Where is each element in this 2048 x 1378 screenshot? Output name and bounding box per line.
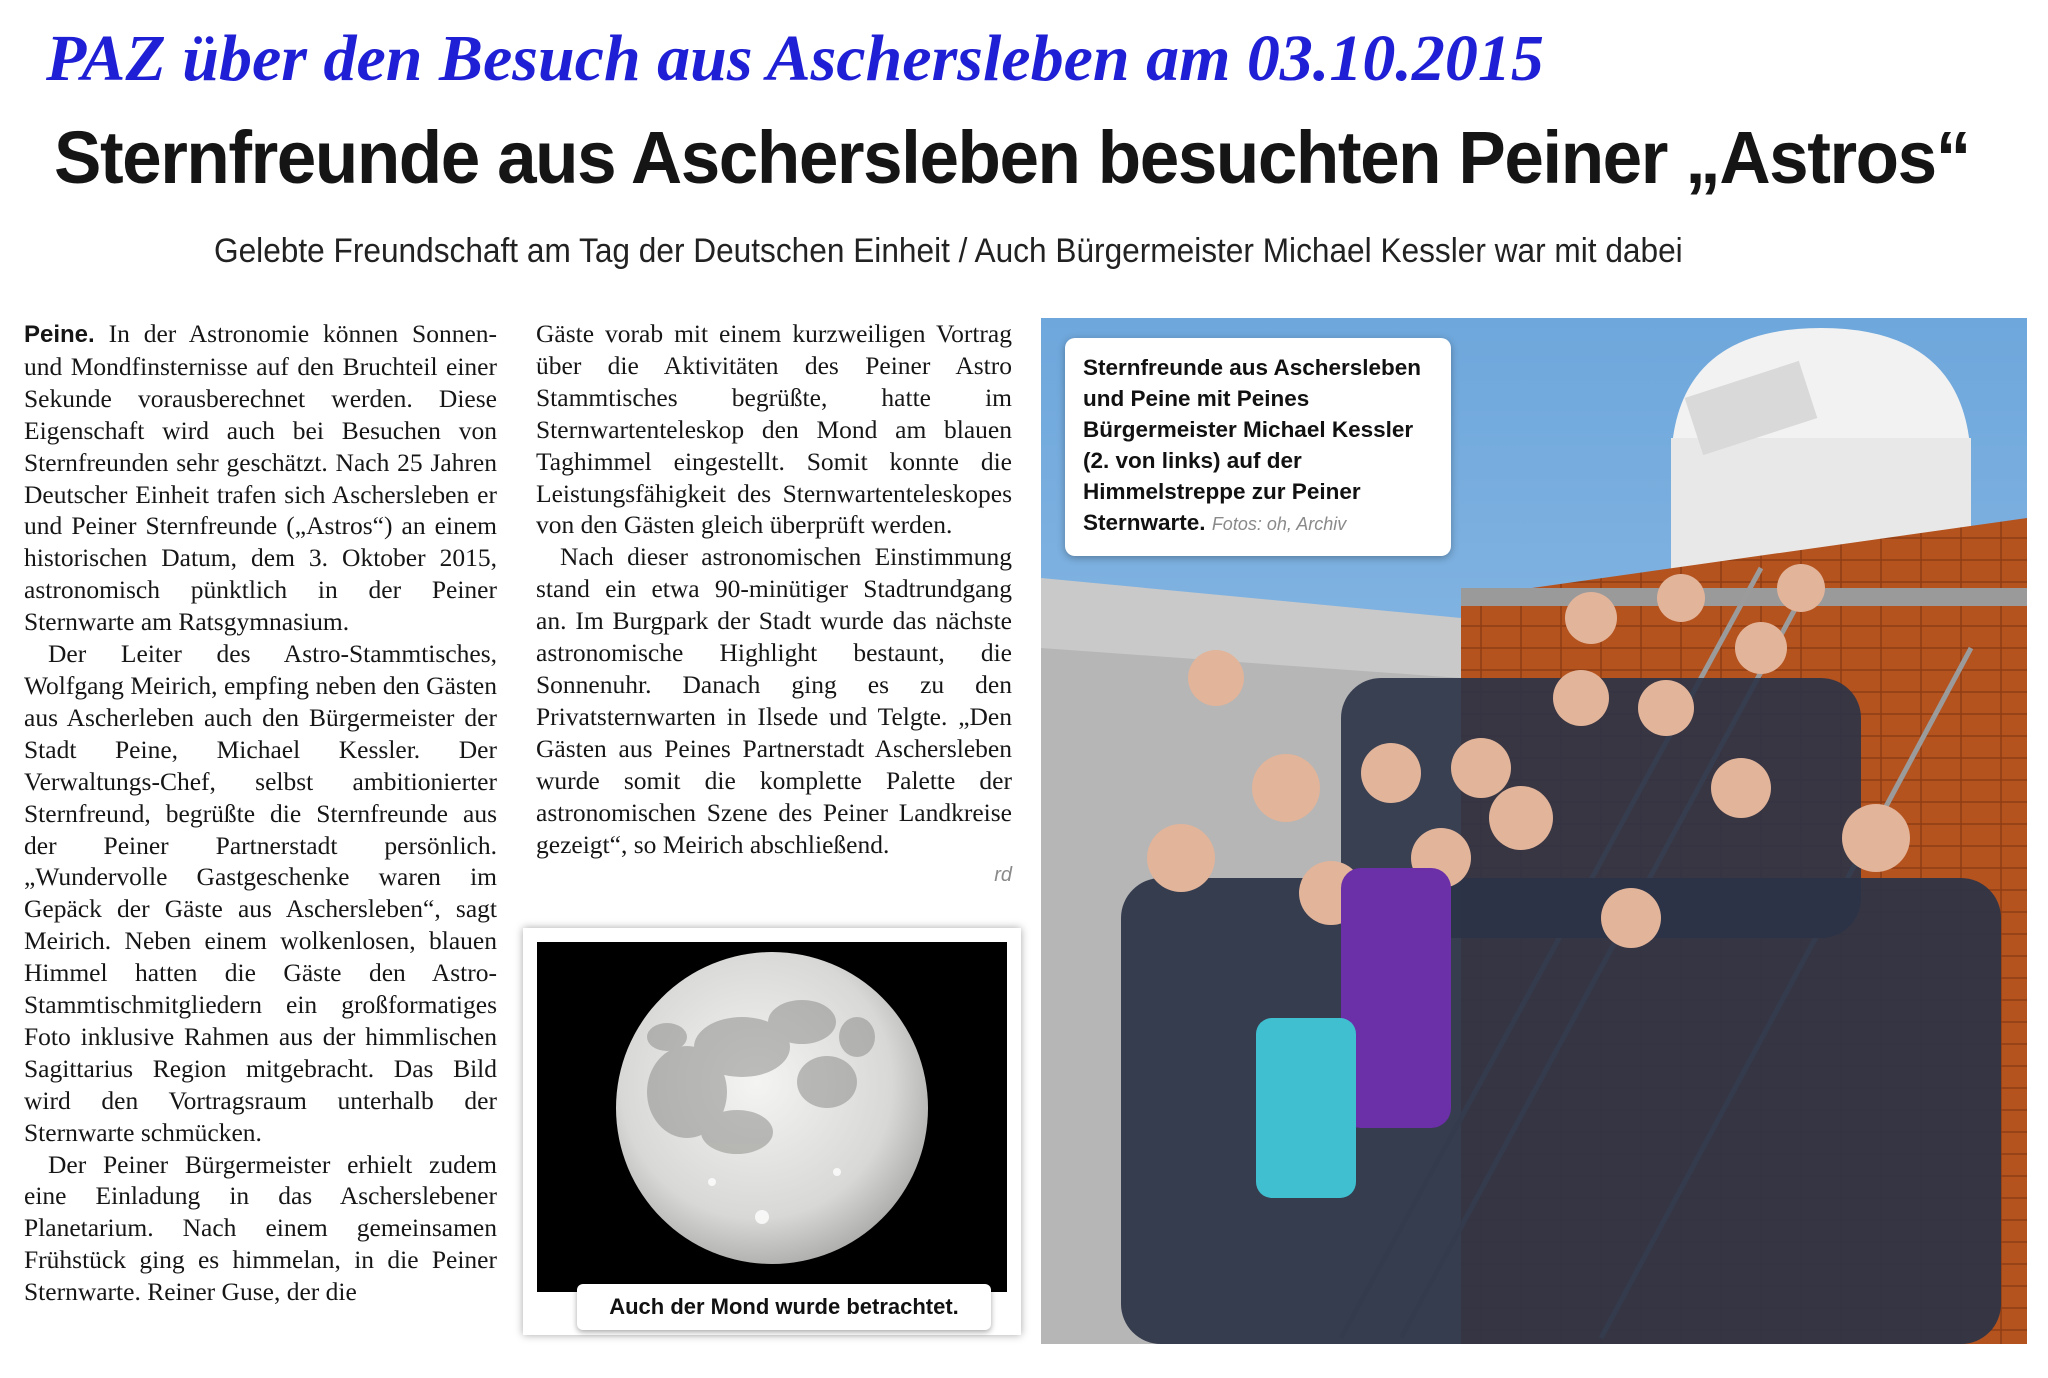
dateline: Peine. — [24, 321, 95, 348]
full-moon-image — [537, 942, 1007, 1292]
moon-photo-frame — [523, 928, 1021, 1335]
article-paragraph: Gäste vorab mit einem kurzweiligen Vortrag über die Aktivitäten des Peiner Astro Stammtisches begrüßte, hatte im Sternwartenteleskop den Mond am blauen Taghimmel eingestellt. Somit konnte die Leistungsfähigkeit des Sternwartenteleskopes von den Gästen gleich überprüft werden. — [536, 319, 1012, 540]
page-banner-title: PAZ über den Besuch aus Aschersleben am 03.10.2015 — [46, 22, 1544, 95]
author-signature: rd — [994, 864, 1012, 887]
article-paragraph — [24, 318, 497, 638]
article-paragraph: Der Leiter des Astro-Stammtisches, Wolfgang Meirich, empfing neben den Gästen aus Ascherleben auch den Bürgermeister der Stadt Peine, Michael Kessler. Der Verwaltungs-Chef, selbst ambitionierter Sternfreund, begrüßte die Sternfreunde aus der Peiner Partnerstadt persönlich. „Wundervolle Gastgeschenke waren im Gepäck der Gäste aus Aschersleben“, sagt Meirich. Neben einem wolkenlosen, blauen Himmel hatten die Gäste den Astro- Stammtischmitgliedern ein großformatiges Foto inklusive Rahmen aus der himmlischen Sagittarius Region mitgebracht. Das Bild wird den Vortragsraum unterhalb der Sternwarte schmücken. — [24, 639, 497, 1147]
photo-credit: Fotos: oh, Archiv — [1211, 514, 1347, 534]
article-paragraph: Der Peiner Bürgermeister erhielt zudem eine Einladung in das Ascherslebener Planetarium. Nach einem gemeinsamen Frühstück ging es himmelan, in die Peiner Sternwarte. Reiner Guse, der die — [24, 1149, 497, 1307]
group-photo — [1041, 318, 2027, 1344]
photo-caption-text: Sternfreunde aus Aschersleben und Peine mit Peines Bürgermeister Michael Kessler (2. von links) auf der Himmelstreppe zur Peiner Sternwarte. — [1083, 355, 1422, 535]
moon-caption: Auch der Mond wurde betrachtet. — [577, 1284, 991, 1330]
photo-caption — [1065, 338, 1451, 556]
article-headline: Sternfreunde aus Aschersleben besuchten Peiner „Astros“ — [54, 116, 1970, 199]
article-paragraph: Nach dieser astronomischen Einstimmung stand ein etwa 90-minütiger Stadtrundgang an. Im Burgpark der Stadt wurde das nächste astronomische Highlight bestaunt, die Sonnenuhr. Danach ging es zu den Privatsternwarten in Ilsede und Telgte. „Den Gästen aus Peines Partnerstadt Aschersleben wurde somit die komplette Palette der astronomischen Szene des Peiner Landkreise gezeigt“, so Meirich abschließend. — [536, 542, 1012, 859]
signature-line — [536, 860, 1012, 890]
article-column-2 — [536, 318, 1012, 892]
article-subheadline: Gelebte Freundschaft am Tag der Deutschen Einheit / Auch Bürgermeister Michael Kessler war mit dabei — [214, 232, 1683, 270]
moon-photo — [537, 942, 1007, 1292]
article-column-1 — [24, 318, 497, 1308]
paragraph-text: In der Astronomie können Sonnen- und Mondfinsternisse auf den Bruchteil einer Sekunde vorausberechnet werden. Diese Eigenschaft wird auch bei Besuchen von Sternfreunden sehr geschätzt. Nach 25 Jahren Deutscher Einheit trafen sich Aschersleben er und Peiner Sternfreunde („Astros“) an einem historischen Datum, dem 3. Oktober 2015, astronomisch pünktlich in der Peiner Sternwarte am Ratsgymnasium. — [24, 319, 497, 637]
